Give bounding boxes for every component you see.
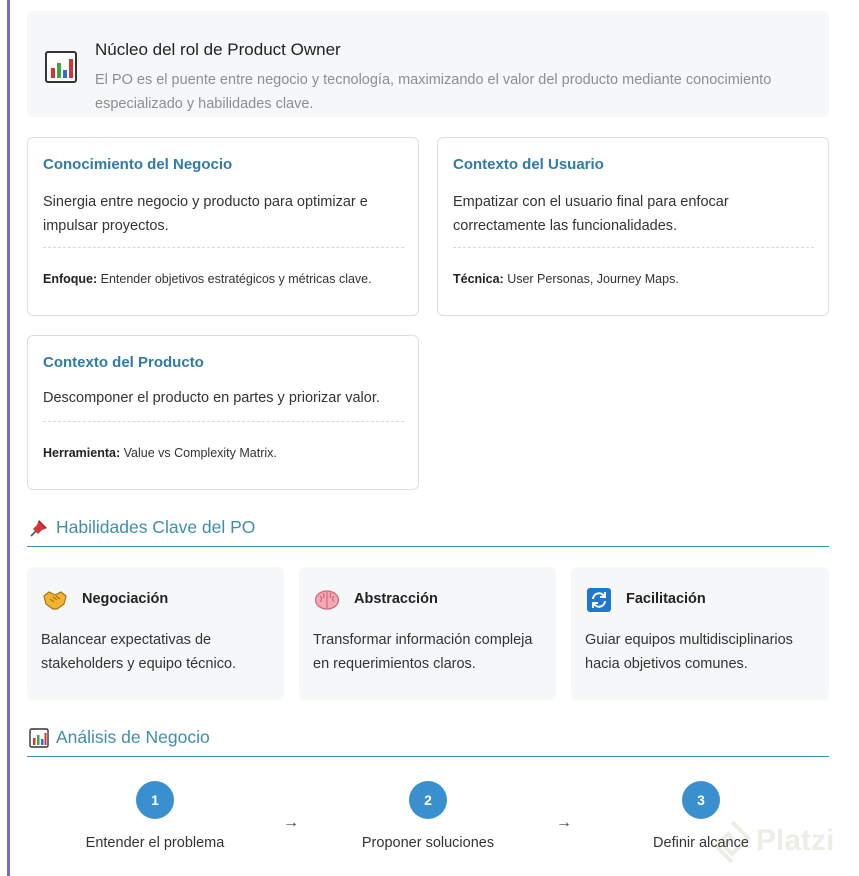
watermark-text: Platzi [756,824,835,857]
skill-title: Facilitación [626,591,706,607]
handshake-icon [42,587,68,613]
skills-section-title: Habilidades Clave del PO [56,517,256,537]
step-label: Proponer soluciones [361,835,495,851]
card-text: Descomponer el producto en partes y priorizar valor. [43,390,380,406]
card-title: Conocimiento del Negocio [43,156,233,173]
skills-section-header [27,515,829,547]
card-note-label: Técnica: [453,272,504,286]
skill-title: Negociación [82,591,169,607]
card-note-label: Herramienta: [43,446,121,460]
step-1 [27,781,283,851]
cycle-arrows-icon [586,587,612,613]
skill-text: Balancear expectativas de stakeholders y equipo técnico. [41,632,237,672]
skill-card-abstraction [299,567,556,700]
step-number-badge: 1 [136,781,174,819]
step-number-badge: 2 [409,781,447,819]
analysis-section-title: Análisis de Negocio [56,727,210,747]
intro-title: Núcleo del rol de Product Owner [95,40,341,59]
platzi-logo-icon [714,820,750,864]
step-label: Definir alcance [653,835,749,851]
brain-icon [314,587,340,613]
intro-description: El PO es el puente entre negocio y tecnología, maximizando el valor del producto mediante conocimiento especializado y habilidades clave. [95,72,772,112]
intro-panel [27,11,829,117]
card-note [43,446,277,460]
step-arrow-icon: → [283,814,299,831]
card-business-knowledge [27,137,419,316]
card-product-context [27,335,419,490]
card-text: Empatizar con el usuario final para enfocar correctamente las funcionalidades. [453,194,729,234]
analysis-section-header [27,725,829,757]
card-note [453,272,679,286]
card-note-text: Entender objetivos estratégicos y métricas clave. [97,272,372,286]
skill-text: Transformar información compleja en requerimientos claros. [313,632,533,672]
card-note-text: Value vs Complexity Matrix. [120,446,277,460]
card-note-label: Enfoque: [43,272,98,286]
skill-card-facilitation [571,567,829,700]
card-note [43,272,372,286]
skill-title: Abstracción [354,591,438,607]
step-2 [300,781,556,851]
step-number-badge: 3 [682,781,720,819]
card-user-context [437,137,829,316]
card-divider [43,421,404,422]
card-divider [453,247,814,248]
left-accent-bar [7,0,10,876]
card-title: Contexto del Producto [43,354,204,371]
platzi-watermark [712,818,852,868]
step-arrow-icon: → [556,814,572,831]
skill-text: Guiar equipos multidisciplinarios hacia objetivos comunes. [585,632,793,672]
card-note-text: User Personas, Journey Maps. [503,272,679,286]
card-text: Sinergia entre negocio y producto para optimizar e impulsar proyectos. [43,194,368,234]
pushpin-icon [29,518,49,538]
bar-chart-icon [29,728,49,748]
bar-chart-icon [45,51,77,83]
card-title: Contexto del Usuario [453,156,604,173]
skill-card-negotiation [27,567,284,700]
card-divider [43,247,404,248]
step-label: Entender el problema [85,835,225,851]
